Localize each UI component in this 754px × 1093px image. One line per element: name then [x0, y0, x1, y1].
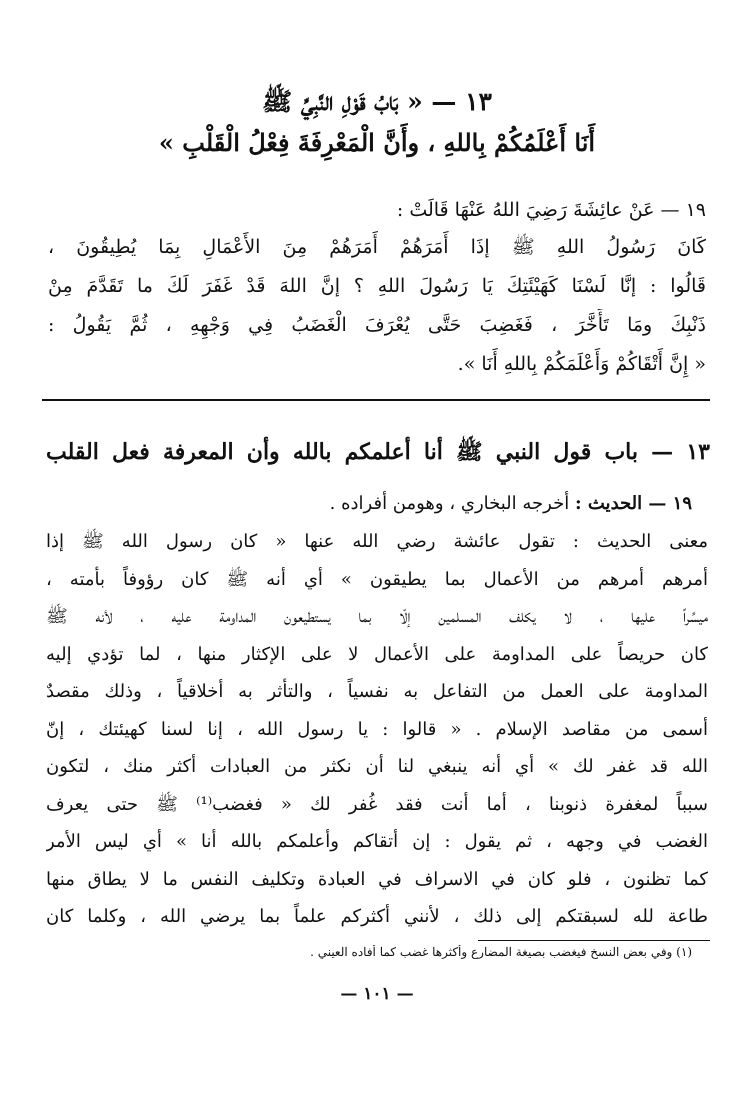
commentary-line: المداومة على العمل من التفاعل به نفسياً ، والتأثر به أخلاقياً ، وذلك مقصدٌ — [46, 681, 708, 702]
hadith-source-label: ١٩ — الحديث : — [574, 493, 692, 514]
hadith-source-text: أخرجه البخاري ، وهومن أفراده . — [329, 493, 570, 514]
commentary-line: ميسِّراً عليها ، لا يكلف المسلمين إلّا بما يستطيعون المداومة عليه ، لأنه ﷺ — [46, 606, 708, 627]
hadith-line: قَالُوا : إنَّا لَسْنَا كَهَيْئَتِكَ يَا رَسُولَ اللهِ ؟ إنَّ اللهَ قَدْ غَفَرَ لَكَ ما تَقَدَّمَ مِنْ — [48, 275, 706, 297]
commentary-line: الله قد غفر لك » أي أنه ينبغي لنا أن نكثر من العبادات أكثر منك ، لتكون — [46, 756, 708, 777]
hadith-line: ذَنْبِكَ ومَا تَأَخَّرَ ، فَغَضِبَ حَتَّى يُعْرَفَ الْغَضَبُ فِي وَجْهِهِ ، ثُمَّ يَقُولُ : — [48, 314, 706, 336]
commentary-line: أسمى من مقاصد الإسلام . « قالوا : يا رسول الله ، إنا لسنا كهيئتك ، إنّ — [46, 719, 708, 740]
commentary-line: طاعة لله لسبقتكم إلى ذلك ، لأنني أكثركم علماً بما يرضي الله ، وكلما كان — [46, 906, 708, 927]
commentary-line: كما تظنون ، فلو كان في الاسراف في العبادة وتكليف النفس ما لا يطاق منها — [46, 869, 708, 890]
footnote-divider — [478, 940, 710, 941]
page-number: — ١٠١ — — [340, 984, 414, 1004]
commentary-line: الغضب في وجهه ، ثم يقول : إن أتقاكم وأعلمكم بالله أنا » أي ليس الأمر — [46, 831, 708, 852]
commentary-line: أمرهم أمرهم من الأعمال بما يطيقون » أي أنه ﷺ كان رؤوفاً بأمته ، — [46, 569, 708, 590]
hadith-line: كَانَ رَسُولُ اللهِ ﷺ إذَا أَمَرَهُمْ أَمَرَهُمْ مِنَ الأَعْمَالِ بِمَا يُطِيقُونَ ، — [48, 236, 706, 258]
commentary-line: سبباً لمغفرة ذنوبنا ، أما أنت فقد غُفر لك « فغضب⁽¹⁾ ﷺ حتى يعرف — [46, 794, 708, 815]
footnote: (١) وفي بعض النسخ فيغضب بصيغة المضارع وأكثرها غضب كما أفاده العيني . — [310, 945, 692, 959]
hadith-line: « إِنَّ أَتْقَاكُمْ وَأَعْلَمَكُمْ بِاللهِ أَنَا ». — [457, 353, 706, 375]
section-divider — [42, 399, 710, 401]
hadith-source-line — [300, 489, 692, 519]
chapter-heading-line-2: أَنَا أَعْلَمُكُمْ بِاللهِ ، وأَنَّ الْمَعْرِفَةَ فِعْلُ الْقَلْبِ » — [158, 128, 596, 157]
commentary-line: كان حريصاً على المداومة على الأعمال لا على الإكثار منها ، لما تؤدي إليه — [46, 644, 708, 665]
hadith-number-line: ١٩ — عَنْ عائِشَةَ رَضِيَ اللهُ عَنْهَا قَالَتْ : — [396, 199, 706, 221]
chapter-heading-line-1: ١٣ — « بَابُ قَوْلِ النَّبِيِّ ﷺ — [262, 87, 492, 116]
commentary-line: معنى الحديث : تقول عائشة رضي الله عنها « كان رسول الله ﷺ إذا — [46, 531, 708, 552]
commentary-heading: ١٣ — باب قول النبي ﷺ أنا أعلمكم بالله وأن المعرفة فعل القلب — [46, 439, 710, 465]
